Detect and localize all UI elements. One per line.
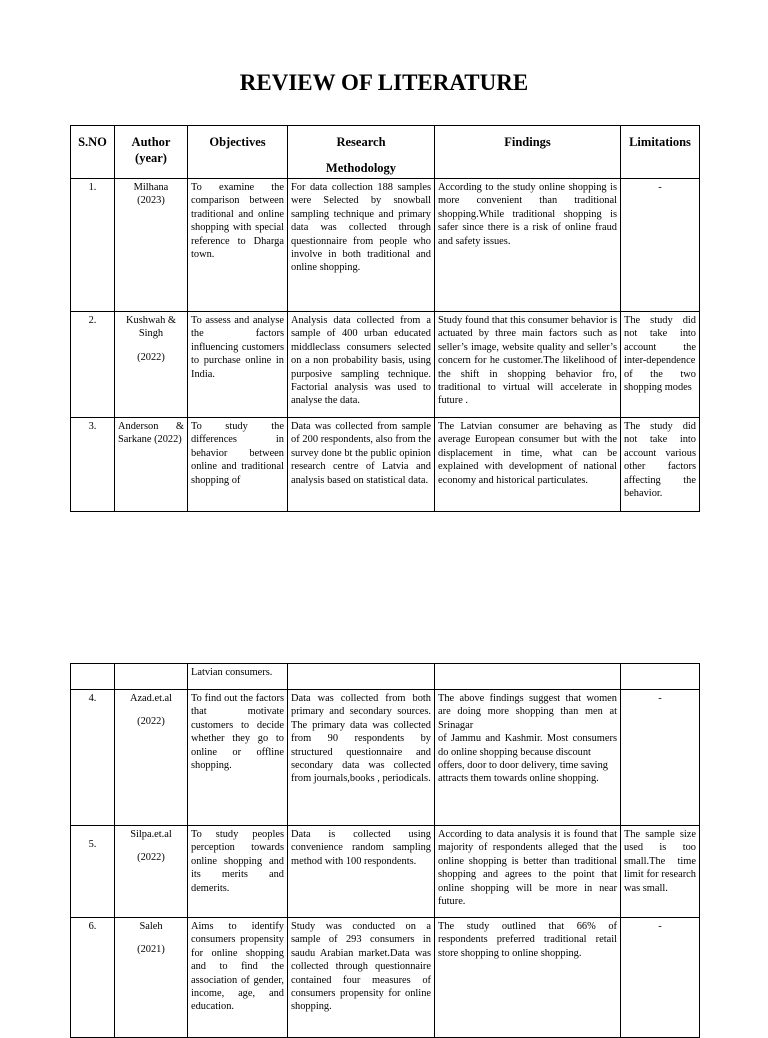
cell-sno: 2. xyxy=(71,312,115,418)
cell-methodology: For data collection 188 samples were Selected by snowball sampling technique and primary data was collected through questionnaire from people who involve in both traditional and online shopping. xyxy=(288,179,435,312)
author-year: (2022) xyxy=(137,852,165,864)
sno-label: 5. xyxy=(88,839,97,850)
cell-author xyxy=(115,918,188,1038)
cell-methodology: Analysis data collected from a sample of 400 urban educated middleclass consumers selected on a non probability basis, using purposive sampling technique. Factorial analysis was used to analyse the data. xyxy=(288,312,435,418)
cell-limitations: The study did not take into account the inter-dependence of the two shopping modes xyxy=(621,312,700,418)
cell-objectives: To examine the comparison between traditional and online shopping with special reference to Dharga town. xyxy=(188,179,288,312)
table-row xyxy=(71,690,700,826)
cell-sno: 1. xyxy=(71,179,115,312)
author-name: Milhana xyxy=(133,182,169,193)
table-row xyxy=(71,312,700,418)
cell-objectives: To assess and analyse the factors influencing customers to purchase online in India. xyxy=(188,312,288,418)
cell-findings: The above findings suggest that women are doing more shopping than men at Srinagar of Jammu and Kashmir. Most consumers do online shopping because discount offers, door to door delivery, time saving attracts them towards online shopping. xyxy=(435,690,621,826)
cell-findings: According to the study online shopping is more convenient than traditional shopping.While traditional shopping is safer since there is a risk of online fraud and safety issues. xyxy=(435,179,621,312)
author-name: Kushwah & Singh xyxy=(126,315,176,340)
cell-limitations: - xyxy=(621,690,700,826)
header-methodology-line2: Methodology xyxy=(325,161,397,175)
cell-sno xyxy=(71,826,115,918)
page-title: REVIEW OF LITERATURE xyxy=(239,70,529,95)
cell-methodology: Data is collected using convenience random sampling method with 100 respondents. xyxy=(288,826,435,918)
table-row xyxy=(71,918,700,1038)
cell-sno: 4. xyxy=(71,690,115,826)
table-row-continuation xyxy=(71,664,700,690)
table-row xyxy=(71,418,700,512)
cell-methodology: Data was collected from sample of 200 respondents, also from the survey done bt the public opinion research centre of Latvia and analysis based on statistical data. xyxy=(288,418,435,512)
cell-methodology: Data was collected from both primary and secondary sources. The primary data was collected from 90 respondents by structured questionnaire and secondary data was collected from journals,books , periodicals. xyxy=(288,690,435,826)
author-year: (2023) xyxy=(137,195,165,207)
table-row xyxy=(71,826,700,918)
cell-limitations: The study did not take into account various other factors affecting the behavior. xyxy=(621,418,700,512)
cell-findings: The Latvian consumer are behaving as average European consumer but with the displacement in time, what can be explained with development of national economy and historical particulates. xyxy=(435,418,621,512)
cell-limitations: - xyxy=(621,918,700,1038)
header-limitations: Limitations xyxy=(621,126,700,179)
author-name: Silpa.et.al xyxy=(130,829,172,840)
header-sno: S.NO xyxy=(71,126,115,179)
cell-sno: 3. xyxy=(71,418,115,512)
header-methodology-line1: Research xyxy=(336,135,386,149)
header-methodology xyxy=(288,126,435,179)
header-author: Author (year) xyxy=(115,126,188,179)
cell-author xyxy=(115,690,188,826)
cell-methodology: Study was conducted on a sample of 293 consumers in saudu Arabian market.Data was collected through questionnaire contained four measures of consumers propensity for online shopping. xyxy=(288,918,435,1038)
table-header-row xyxy=(71,126,700,179)
author-year: (2021) xyxy=(137,944,165,956)
literature-table xyxy=(70,125,700,512)
literature-table-continued xyxy=(70,663,700,1038)
header-findings: Findings xyxy=(435,126,621,179)
author-name: Saleh xyxy=(139,921,163,932)
cell-author xyxy=(115,312,188,418)
header-objectives: Objectives xyxy=(188,126,288,179)
cell-objectives: To study the differences in behavior between online and traditional shopping of xyxy=(188,418,288,512)
table-row xyxy=(71,179,700,312)
cell-objectives-continuation: Latvian consumers. xyxy=(188,664,288,690)
cell-author xyxy=(115,826,188,918)
cell-limitations: The sample size used is too small.The time limit for research was small. xyxy=(621,826,700,918)
cell-sno: 6. xyxy=(71,918,115,1038)
cell-objectives: To find out the factors that motivate customers to decide whether they go to online or offline shopping. xyxy=(188,690,288,826)
cell-author: Anderson & Sarkane (2022) xyxy=(115,418,188,512)
cell-findings: The study outlined that 66% of respondents preferred traditional retail store shopping to online shopping. xyxy=(435,918,621,1038)
cell-limitations: - xyxy=(621,179,700,312)
cell-author xyxy=(115,179,188,312)
cell-objectives: To study peoples perception towards online shopping and its merits and demerits. xyxy=(188,826,288,918)
cell-objectives: Aims to identify consumers propensity for online shopping and to find the association of gender, income, age, and education. xyxy=(188,918,288,1038)
author-year: (2022) xyxy=(137,716,165,728)
cell-findings: Study found that this consumer behavior is actuated by three main factors such as seller’s image, website quality and seller’s concern for he customer.The likelihood of the shift in shopping behavior fro, traditional to virtual will accelerate in future . xyxy=(435,312,621,418)
author-name: Azad.et.al xyxy=(129,693,173,704)
author-year: (2022) xyxy=(137,351,165,363)
cell-findings: According to data analysis it is found that majority of respondents alleged that the online shopping is better than traditional shopping and agrees to the point that online shopping will be more in near future. xyxy=(435,826,621,918)
